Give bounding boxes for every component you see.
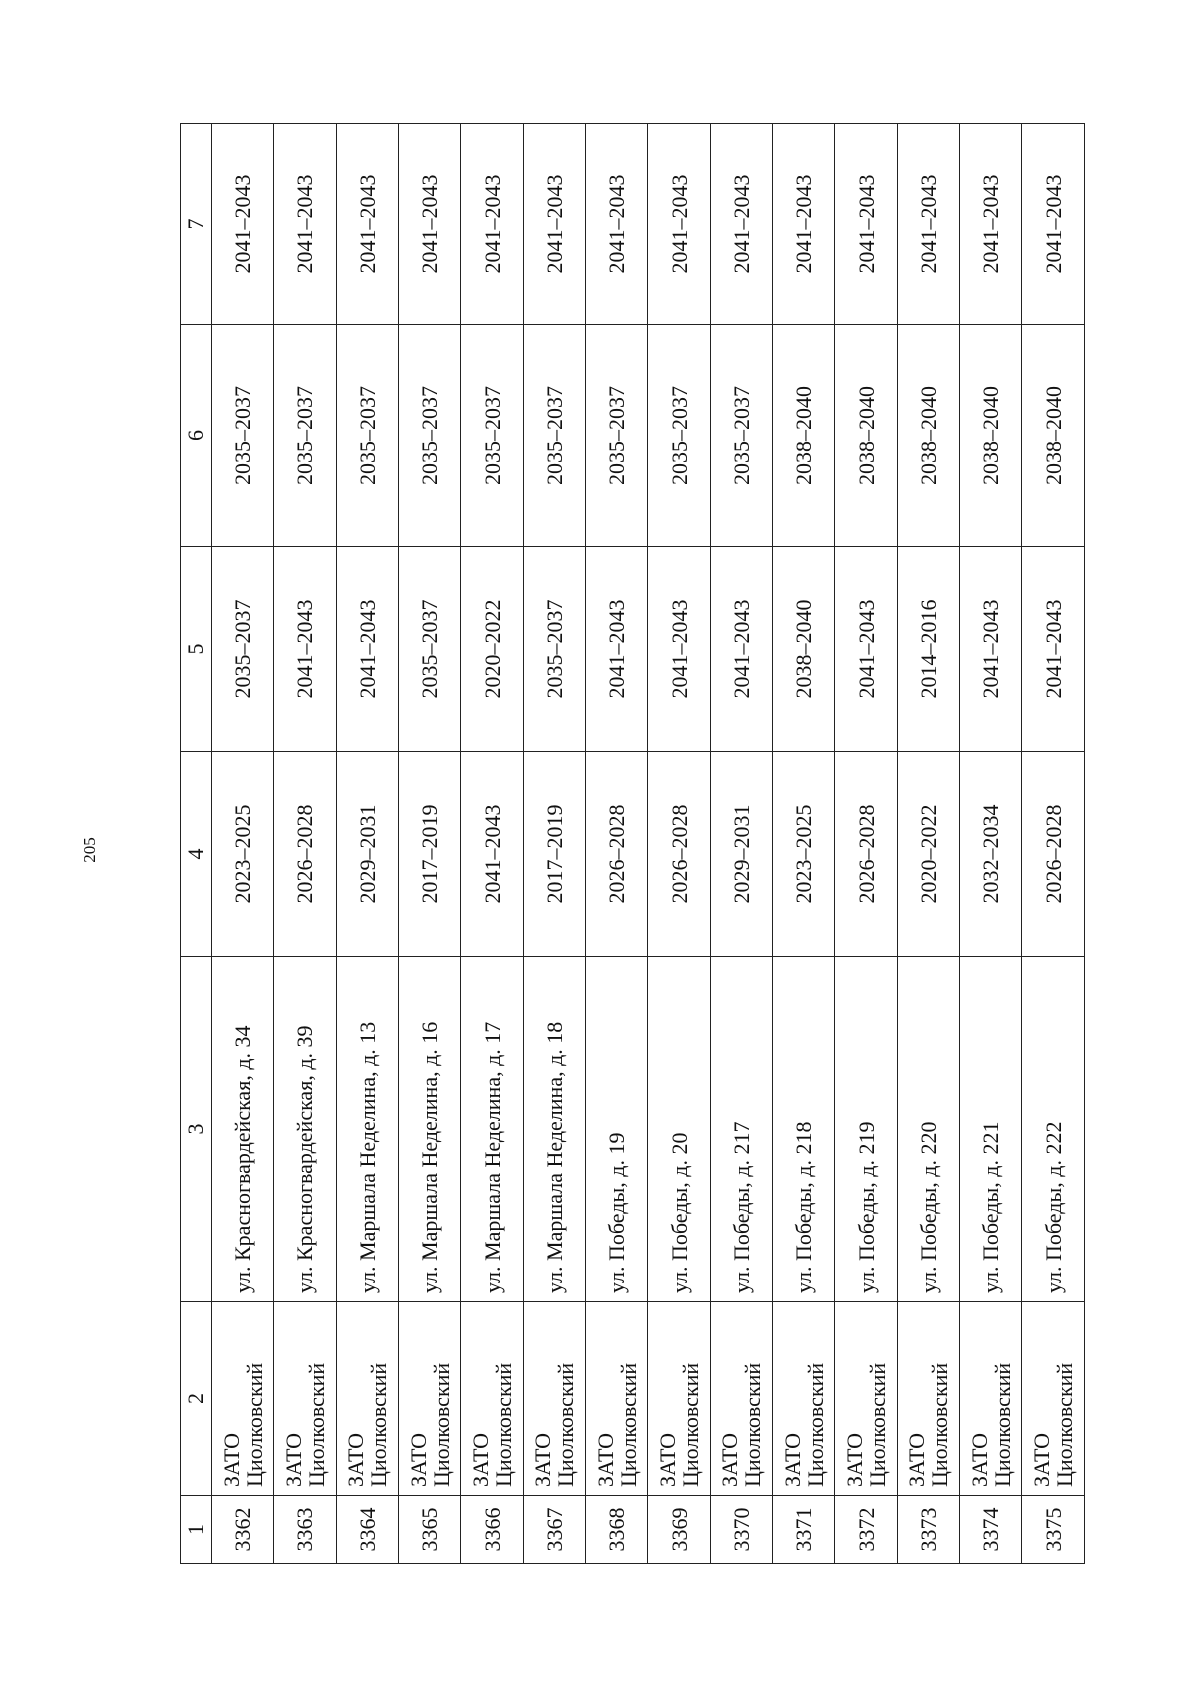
table-row (461, 124, 523, 1564)
period-col7-cell: 2041–2043 (399, 124, 461, 325)
municipality-cell: ЗАТО Циолковский (1022, 1302, 1085, 1496)
period-col4-cell: 2023–2025 (212, 752, 274, 957)
address-cell: ул. Маршала Неделина, д. 17 (461, 957, 523, 1302)
period-col7-cell: 2041–2043 (1022, 124, 1085, 325)
column-header-1: 1 (181, 1496, 212, 1564)
table-row (1022, 124, 1085, 1564)
table-row (960, 124, 1022, 1564)
row-number-cell: 3372 (835, 1496, 897, 1564)
period-col6-cell: 2035–2037 (523, 325, 585, 547)
period-col7-cell: 2041–2043 (274, 124, 336, 325)
period-col4-cell: 2041–2043 (461, 752, 523, 957)
period-col5-cell: 2041–2043 (274, 547, 336, 752)
period-col7-cell: 2041–2043 (960, 124, 1022, 325)
period-col4-cell: 2026–2028 (274, 752, 336, 957)
period-col6-cell: 2035–2037 (399, 325, 461, 547)
table-row (773, 124, 835, 1564)
municipality-cell: ЗАТО Циолковский (960, 1302, 1022, 1496)
period-col4-cell: 2029–2031 (336, 752, 398, 957)
row-number-cell: 3367 (523, 1496, 585, 1564)
rotated-table-container (180, 124, 1085, 1564)
period-col7-cell: 2041–2043 (212, 124, 274, 325)
period-col4-cell: 2026–2028 (648, 752, 710, 957)
period-col7-cell: 2041–2043 (710, 124, 772, 325)
period-col6-cell: 2038–2040 (897, 325, 959, 547)
address-cell: ул. Маршала Неделина, д. 16 (399, 957, 461, 1302)
table-row (586, 124, 648, 1564)
period-col4-cell: 2020–2022 (897, 752, 959, 957)
column-header-6: 6 (181, 325, 212, 547)
period-col5-cell: 2035–2037 (523, 547, 585, 752)
table-row (710, 124, 772, 1564)
period-col5-cell: 2035–2037 (212, 547, 274, 752)
period-col5-cell: 2041–2043 (648, 547, 710, 752)
period-col7-cell: 2041–2043 (336, 124, 398, 325)
municipality-cell: ЗАТО Циолковский (399, 1302, 461, 1496)
period-col6-cell: 2035–2037 (586, 325, 648, 547)
period-col6-cell: 2038–2040 (773, 325, 835, 547)
period-col4-cell: 2026–2028 (835, 752, 897, 957)
period-col5-cell: 2020–2022 (461, 547, 523, 752)
table-row (648, 124, 710, 1564)
period-col7-cell: 2041–2043 (586, 124, 648, 325)
address-cell: ул. Красногвардейская, д. 39 (274, 957, 336, 1302)
row-number-cell: 3363 (274, 1496, 336, 1564)
period-col5-cell: 2041–2043 (1022, 547, 1085, 752)
period-col4-cell: 2017–2019 (523, 752, 585, 957)
municipality-cell: ЗАТО Циолковский (523, 1302, 585, 1496)
schedule-table (180, 123, 1085, 1564)
row-number-cell: 3370 (710, 1496, 772, 1564)
address-cell: ул. Победы, д. 217 (710, 957, 772, 1302)
municipality-cell: ЗАТО Циолковский (212, 1302, 274, 1496)
row-number-cell: 3369 (648, 1496, 710, 1564)
address-cell: ул. Победы, д. 20 (648, 957, 710, 1302)
period-col4-cell: 2026–2028 (1022, 752, 1085, 957)
municipality-cell: ЗАТО Циолковский (773, 1302, 835, 1496)
period-col5-cell: 2041–2043 (336, 547, 398, 752)
address-cell: ул. Победы, д. 222 (1022, 957, 1085, 1302)
table-row (336, 124, 398, 1564)
row-number-cell: 3364 (336, 1496, 398, 1564)
row-number-cell: 3375 (1022, 1496, 1085, 1564)
column-header-4: 4 (181, 752, 212, 957)
municipality-cell: ЗАТО Циолковский (710, 1302, 772, 1496)
municipality-cell: ЗАТО Циолковский (835, 1302, 897, 1496)
row-number-cell: 3373 (897, 1496, 959, 1564)
period-col4-cell: 2017–2019 (399, 752, 461, 957)
period-col7-cell: 2041–2043 (897, 124, 959, 325)
row-number-cell: 3374 (960, 1496, 1022, 1564)
address-cell: ул. Красногвардейская, д. 34 (212, 957, 274, 1302)
municipality-cell: ЗАТО Циолковский (274, 1302, 336, 1496)
municipality-cell: ЗАТО Циолковский (336, 1302, 398, 1496)
address-cell: ул. Победы, д. 19 (586, 957, 648, 1302)
header-row (181, 124, 212, 1564)
period-col7-cell: 2041–2043 (835, 124, 897, 325)
period-col6-cell: 2035–2037 (461, 325, 523, 547)
table-row (523, 124, 585, 1564)
period-col4-cell: 2026–2028 (586, 752, 648, 957)
period-col6-cell: 2035–2037 (648, 325, 710, 547)
table-row (835, 124, 897, 1564)
period-col7-cell: 2041–2043 (523, 124, 585, 325)
table-row (212, 124, 274, 1564)
row-number-cell: 3366 (461, 1496, 523, 1564)
municipality-cell: ЗАТО Циолковский (897, 1302, 959, 1496)
address-cell: ул. Победы, д. 219 (835, 957, 897, 1302)
municipality-cell: ЗАТО Циолковский (586, 1302, 648, 1496)
period-col5-cell: 2041–2043 (586, 547, 648, 752)
period-col7-cell: 2041–2043 (461, 124, 523, 325)
address-cell: ул. Маршала Неделина, д. 18 (523, 957, 585, 1302)
period-col6-cell: 2035–2037 (274, 325, 336, 547)
period-col6-cell: 2035–2037 (710, 325, 772, 547)
table-row (274, 124, 336, 1564)
period-col5-cell: 2035–2037 (399, 547, 461, 752)
period-col6-cell: 2038–2040 (1022, 325, 1085, 547)
row-number-cell: 3365 (399, 1496, 461, 1564)
period-col7-cell: 2041–2043 (648, 124, 710, 325)
period-col5-cell: 2041–2043 (835, 547, 897, 752)
period-col6-cell: 2038–2040 (960, 325, 1022, 547)
table-body (212, 124, 1085, 1564)
table-row (897, 124, 959, 1564)
column-header-7: 7 (181, 124, 212, 325)
period-col5-cell: 2038–2040 (773, 547, 835, 752)
address-cell: ул. Победы, д. 218 (773, 957, 835, 1302)
address-cell: ул. Победы, д. 221 (960, 957, 1022, 1302)
municipality-cell: ЗАТО Циолковский (648, 1302, 710, 1496)
period-col7-cell: 2041–2043 (773, 124, 835, 325)
column-header-2: 2 (181, 1302, 212, 1496)
period-col5-cell: 2014–2016 (897, 547, 959, 752)
table-row (399, 124, 461, 1564)
period-col6-cell: 2035–2037 (336, 325, 398, 547)
period-col6-cell: 2035–2037 (212, 325, 274, 547)
column-header-3: 3 (181, 957, 212, 1302)
period-col4-cell: 2023–2025 (773, 752, 835, 957)
period-col5-cell: 2041–2043 (960, 547, 1022, 752)
page-number: 205 (80, 837, 99, 863)
column-header-5: 5 (181, 547, 212, 752)
period-col4-cell: 2029–2031 (710, 752, 772, 957)
row-number-cell: 3368 (586, 1496, 648, 1564)
period-col4-cell: 2032–2034 (960, 752, 1022, 957)
period-col5-cell: 2041–2043 (710, 547, 772, 752)
address-cell: ул. Маршала Неделина, д. 13 (336, 957, 398, 1302)
row-number-cell: 3371 (773, 1496, 835, 1564)
municipality-cell: ЗАТО Циолковский (461, 1302, 523, 1496)
address-cell: ул. Победы, д. 220 (897, 957, 959, 1302)
row-number-cell: 3362 (212, 1496, 274, 1564)
period-col6-cell: 2038–2040 (835, 325, 897, 547)
